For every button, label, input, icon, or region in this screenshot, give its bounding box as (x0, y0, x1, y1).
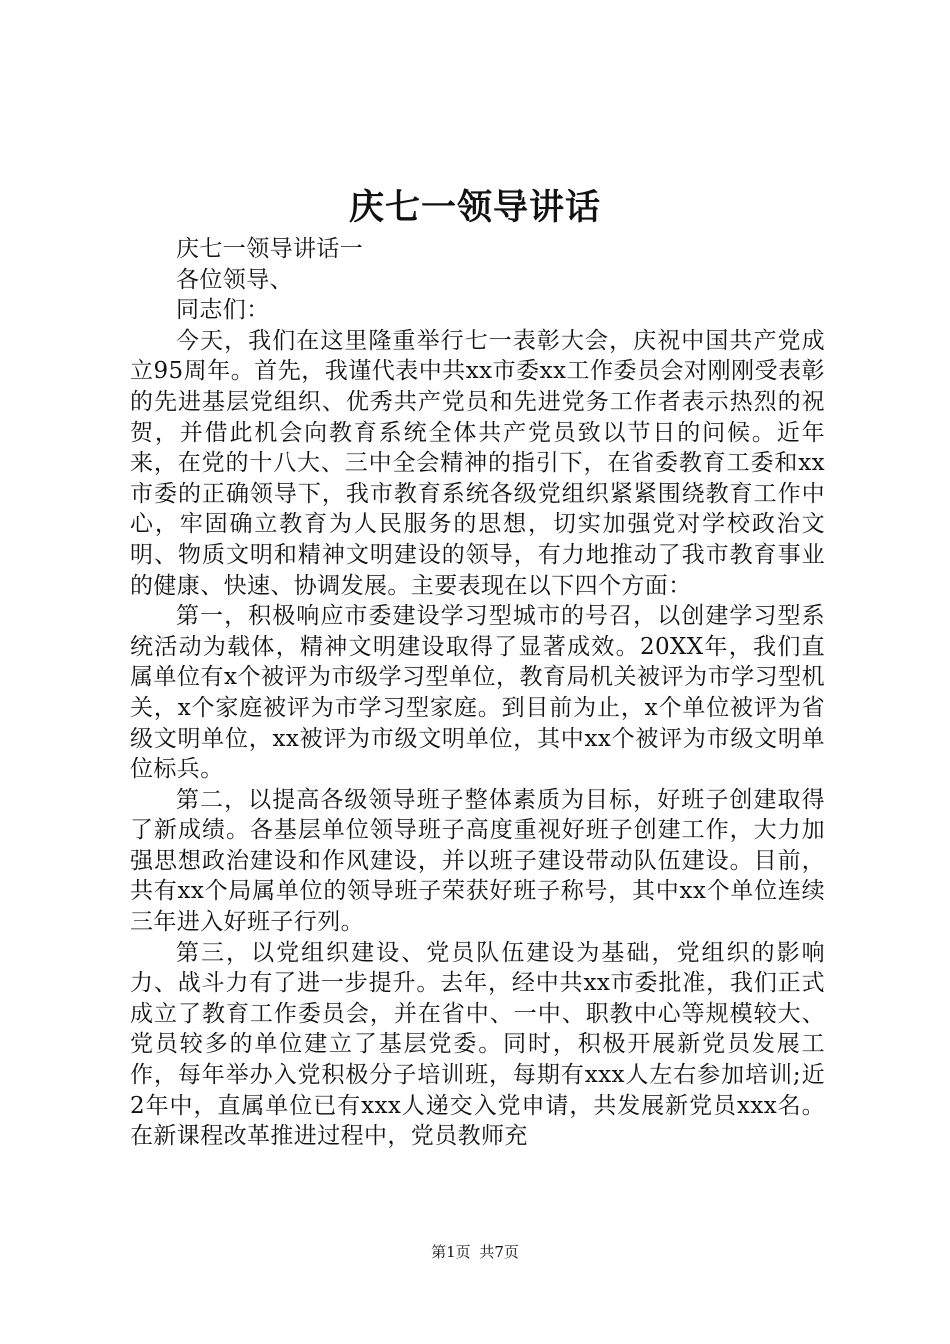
salutation-comrades: 同志们： (176, 297, 270, 324)
body-paragraph: 第一，积极响应市委建设学习型城市的号召，以创建学习型系统活动为载体，精神文明建设取得了显著成效。20XX年，我们直属单位有x个被评为市级学习型单位，教育局机关被评为市学习型机关，x个家庭被评为市学习型家庭。到目前为止，x个单位被评为省级文明单位，xx被评为市级文明单位，其中xx个被评为市级文明单位标兵。 (130, 603, 825, 783)
page-number: 第1页 (431, 1243, 471, 1261)
document-title: 庆七一领导讲话 (348, 187, 601, 228)
page-footer (0, 1240, 950, 1264)
page-total: 共7页 (479, 1243, 519, 1261)
body-paragraph: 今天，我们在这里隆重举行七一表彰大会，庆祝中国共产党成立95周年。首先，我谨代表中共xx市委xx工作委员会对刚刚受表彰的先进基层党组织、优秀共产党员和先进党务工作者表示热烈的祝贺，并借此机会向教育系统全体共产党员致以节日的问候。近年来，在党的十八大、三中全会精神的指引下，在省委教育工委和xx市委的正确领导下，我市教育系统各级党组织紧紧围绕教育工作中心，牢固确立教育为人民服务的思想，切实加强党对学校政治文明、物质文明和精神文明建设的领导，有力地推动了我市教育事业的健康、快速、协调发展。主要表现在以下四个方面： (130, 327, 825, 599)
salutation-leaders: 各位领导、 (176, 266, 293, 293)
body-paragraph: 第三，以党组织建设、党员队伍建设为基础，党组织的影响力、战斗力有了进一步提升。去年，经中共xx市委批准，我们正式成立了教育工作委员会，并在省中、一中、职教中心等规模较大、党员较多的单位建立了基层党委。同时，积极开展新党员发展工作，每年举办入党积极分子培训班，每期有xxx人左右参加培训;近2年中，直属单位已有xxx人递交入党申请，共发展新党员xxx名。在新课程改革推进过程中，党员教师充 (130, 939, 825, 1150)
subtitle-paragraph: 庆七一领导讲话一 (176, 236, 364, 262)
document-body (130, 234, 825, 1152)
body-paragraph: 第二，以提高各级领导班子整体素质为目标，好班子创建取得了新成绩。各基层单位领导班子高度重视好班子创建工作，大力加强思想政治建设和作风建设，并以班子建设带动队伍建设。目前，共有xx个局属单位的领导班子荣获好班子称号，其中xx个单位连续三年进入好班子行列。 (130, 786, 825, 936)
